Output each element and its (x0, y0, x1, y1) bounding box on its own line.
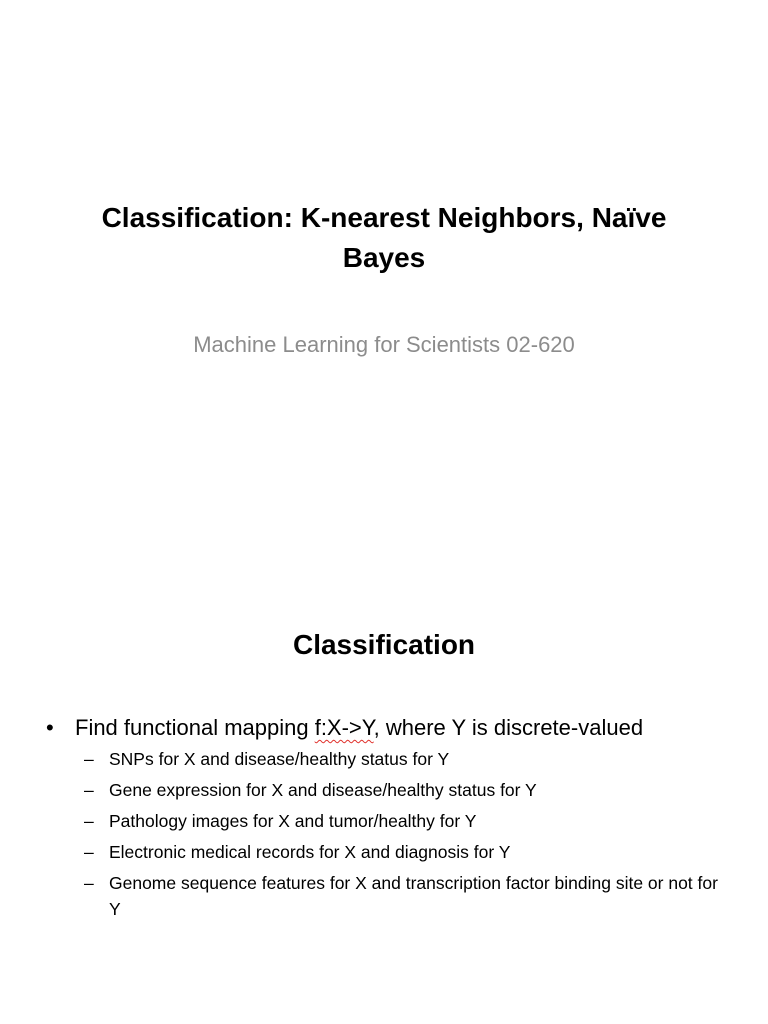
sub-bullet-item (46, 870, 726, 922)
dash-marker: – (84, 873, 94, 893)
bullet-item (46, 712, 726, 744)
sub-bullet-text: SNPs for X and disease/healthy status for Y (109, 749, 450, 769)
sub-bullet-item (46, 808, 726, 834)
dash-marker: – (84, 749, 94, 769)
sub-bullet-item (46, 746, 726, 772)
bullet-marker: • (46, 715, 54, 740)
slide-title: Classification: K-nearest Neighbors, Naïve Bayes (101, 202, 667, 273)
content-slide (0, 512, 768, 1024)
dash-marker: – (84, 842, 94, 862)
sub-bullet-text: Genome sequence features for X and transcription factor binding site or not for Y (109, 873, 718, 919)
sub-bullet-text: Electronic medical records for X and diagnosis for Y (109, 842, 511, 862)
sub-bullet-text: Gene expression for X and disease/healthy status for Y (109, 780, 537, 800)
sub-bullet-list (46, 746, 726, 922)
sub-bullet-item (46, 839, 726, 865)
dash-marker: – (84, 811, 94, 831)
dash-marker: – (84, 780, 94, 800)
bullet-list (46, 712, 726, 927)
slide-heading: Classification (292, 629, 476, 660)
mapping-notation: f:X->Y (314, 715, 374, 740)
slide-subtitle: Machine Learning for Scientists 02-620 (193, 332, 575, 357)
sub-bullet-item (46, 777, 726, 803)
bullet-prefix: Find functional mapping (75, 715, 315, 740)
sub-bullet-text: Pathology images for X and tumor/healthy for Y (109, 811, 477, 831)
bullet-suffix: , where Y is discrete-valued (373, 715, 644, 740)
